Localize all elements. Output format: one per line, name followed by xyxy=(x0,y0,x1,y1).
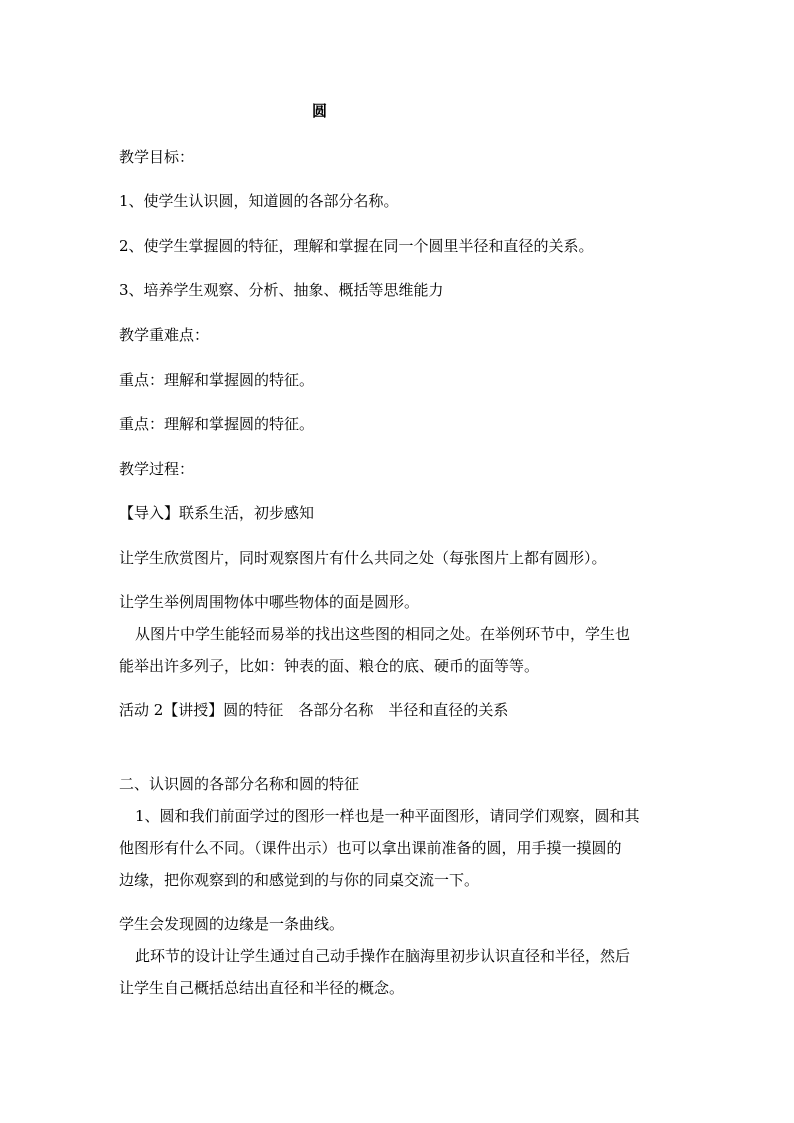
document-title: 圆 xyxy=(312,102,328,120)
section2-heading: 二、认识圆的各部分名称和圆的特征 xyxy=(119,775,360,793)
section2-line: 边缘，把你观察到的和感觉到的与你的同桌交流一下。 xyxy=(119,871,480,889)
intro-heading: 【导入】联系生活，初步感知 xyxy=(119,504,315,522)
objective-item: 1、使学生认识圆，知道圆的各部分名称。 xyxy=(119,192,399,210)
section2-line: 1、圆和我们前面学过的图形一样也是一种平面图形，请同学们观察，圆和其 xyxy=(135,807,640,825)
intro-paragraph: 让学生欣赏图片，同时观察图片有什么共同之处（每张图片上都有圆形）。 xyxy=(119,549,607,567)
activity-heading: 活动 2【讲授】圆的特征 各部分名称 半径和直径的关系 xyxy=(119,701,509,719)
observation-text: 学生会发现圆的边缘是一条曲线。 xyxy=(119,915,345,933)
intro-paragraph: 能举出许多列子，比如：钟表的面、粮仓的底、硬币的面等等。 xyxy=(119,657,540,675)
design-line: 此环节的设计让学生通过自己动手操作在脑海里初步认识直径和半径，然后 xyxy=(135,947,631,965)
key-point-item: 重点：理解和掌握圆的特征。 xyxy=(119,415,315,433)
objective-item: 3、培养学生观察、分析、抽象、概括等思维能力 xyxy=(119,281,444,299)
intro-paragraph: 从图片中学生能轻而易举的找出这些图的相同之处。在举例环节中，学生也 xyxy=(135,625,631,643)
process-heading: 教学过程： xyxy=(119,460,195,478)
objective-item: 2、使学生掌握圆的特征，理解和掌握在同一个圆里半径和直径的关系。 xyxy=(119,237,594,255)
key-point-item: 重点：理解和掌握圆的特征。 xyxy=(119,371,315,389)
intro-paragraph: 让学生举例周围物体中哪些物体的面是圆形。 xyxy=(119,593,420,611)
key-points-heading: 教学重难点： xyxy=(119,326,210,344)
design-line: 让学生自己概括总结出直径和半径的概念。 xyxy=(119,979,405,997)
objectives-heading: 教学目标： xyxy=(119,148,195,166)
section2-line: 他图形有什么不同。（课件出示）也可以拿出课前准备的圆，用手摸一摸圆的 xyxy=(119,839,622,857)
